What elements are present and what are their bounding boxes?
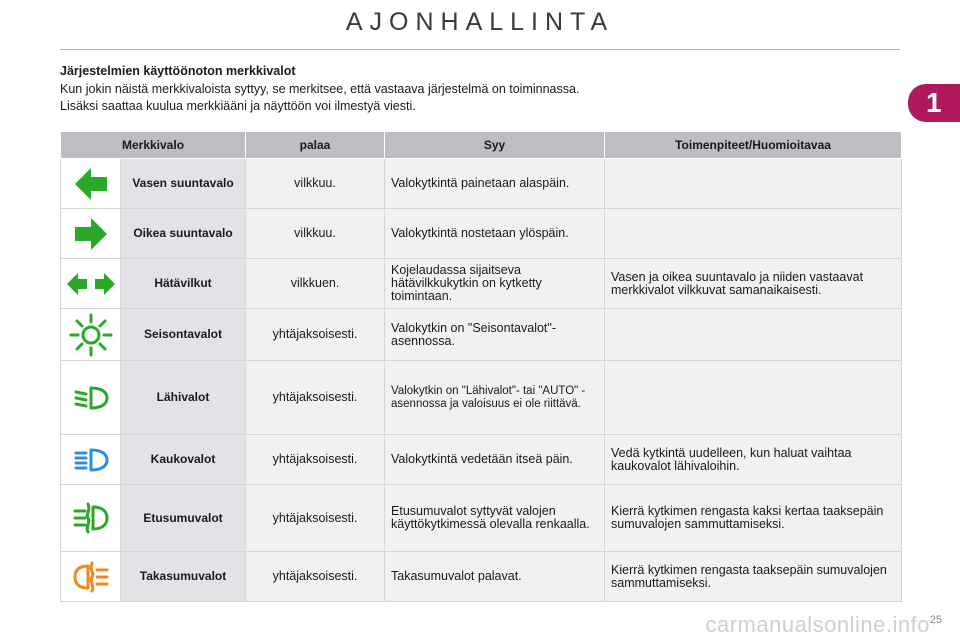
header-toimenpiteet: Toimenpiteet/Huomioitavaa bbox=[605, 132, 902, 159]
intro bbox=[60, 64, 820, 115]
sidelights-icon bbox=[69, 313, 113, 357]
lamp-name: Takasumuvalot bbox=[121, 552, 246, 602]
lamp-reason: Valokytkin on "Seisontavalot"-asennossa. bbox=[385, 309, 605, 361]
lamp-reason: Valokytkintä painetaan alaspäin. bbox=[385, 159, 605, 209]
table-header-row bbox=[61, 132, 902, 159]
lamp-icon-cell bbox=[61, 435, 121, 485]
hazard-arrows-icon bbox=[65, 269, 117, 299]
main-beam-icon bbox=[71, 445, 111, 475]
header-syy: Syy bbox=[385, 132, 605, 159]
rear-fog-icon bbox=[71, 560, 111, 594]
table-row bbox=[61, 159, 902, 209]
page-title: AJONHALLINTA bbox=[345, 8, 615, 36]
table-row bbox=[61, 552, 902, 602]
table-row bbox=[61, 435, 902, 485]
lamp-reason: Valokytkin on "Lähivalot"- tai "AUTO" -asennossa ja valoisuus ei ole riittävä. bbox=[385, 361, 605, 435]
header-palaa: palaa bbox=[246, 132, 385, 159]
lamp-mode: yhtäjaksoisesti. bbox=[246, 361, 385, 435]
lamp-action bbox=[605, 309, 902, 361]
lamp-name: Vasen suuntavalo bbox=[121, 159, 246, 209]
warning-lamps-table bbox=[60, 131, 902, 602]
chapter-badge: 1 bbox=[908, 84, 960, 122]
right-arrow-icon bbox=[71, 214, 111, 254]
header-merkkivalo: Merkkivalo bbox=[61, 132, 246, 159]
lamp-name: Lähivalot bbox=[121, 361, 246, 435]
lamp-icon-cell bbox=[61, 209, 121, 259]
table-row bbox=[61, 309, 902, 361]
lamp-name: Oikea suuntavalo bbox=[121, 209, 246, 259]
lamp-icon-cell bbox=[61, 361, 121, 435]
lamp-reason: Valokytkintä nostetaan ylöspäin. bbox=[385, 209, 605, 259]
lamp-mode: yhtäjaksoisesti. bbox=[246, 309, 385, 361]
lamp-icon-cell bbox=[61, 485, 121, 552]
lamp-action: Kierrä kytkimen rengasta kaksi kertaa taaksepäin sumuvalojen sammuttamiseksi. bbox=[605, 485, 902, 552]
intro-text-line-2: Lisäksi saattaa kuulua merkkiääni ja näyttöön voi ilmestyä viesti. bbox=[60, 99, 416, 113]
lamp-action: Kierrä kytkimen rengasta taaksepäin sumuvalojen sammuttamiseksi. bbox=[605, 552, 902, 602]
lamp-mode: yhtäjaksoisesti. bbox=[246, 485, 385, 552]
section-heading: Järjestelmien käyttöönoton merkkivalot bbox=[60, 64, 296, 78]
lamp-reason: Takasumuvalot palavat. bbox=[385, 552, 605, 602]
lamp-mode: vilkkuen. bbox=[246, 259, 385, 309]
intro-text-line-1: Kun jokin näistä merkkivaloista syttyy, se merkitsee, että vastaava järjestelmä on toiminnassa. bbox=[60, 82, 580, 96]
lamp-action: Vasen ja oikea suuntavalo ja niiden vastaavat merkkivalot vilkkuvat samanaikaisesti. bbox=[605, 259, 902, 309]
table-row bbox=[61, 209, 902, 259]
lamp-icon-cell bbox=[61, 259, 121, 309]
left-arrow-icon bbox=[71, 164, 111, 204]
lamp-name: Seisontavalot bbox=[121, 309, 246, 361]
table-row bbox=[61, 485, 902, 552]
dipped-beam-icon bbox=[71, 383, 111, 413]
title-divider bbox=[60, 49, 900, 50]
lamp-reason: Kojelaudassa sijaitseva hätävilkkukytkin on kytketty toimintaan. bbox=[385, 259, 605, 309]
lamp-reason: Valokytkintä vedetään itseä päin. bbox=[385, 435, 605, 485]
table-row bbox=[61, 259, 902, 309]
lamp-mode: yhtäjaksoisesti. bbox=[246, 435, 385, 485]
lamp-action bbox=[605, 209, 902, 259]
lamp-name: Etusumuvalot bbox=[121, 485, 246, 552]
lamp-mode: vilkkuu. bbox=[246, 209, 385, 259]
lamp-icon-cell bbox=[61, 552, 121, 602]
lamp-action bbox=[605, 159, 902, 209]
page-number: 25 bbox=[929, 614, 942, 626]
lamp-action bbox=[605, 361, 902, 435]
watermark: carmanualsonline.info bbox=[705, 612, 930, 637]
lamp-icon-cell bbox=[61, 309, 121, 361]
table-row bbox=[61, 361, 902, 435]
lamp-icon-cell bbox=[61, 159, 121, 209]
lamp-mode: vilkkuu. bbox=[246, 159, 385, 209]
lamp-name: Kaukovalot bbox=[121, 435, 246, 485]
lamp-mode: yhtäjaksoisesti. bbox=[246, 552, 385, 602]
lamp-action: Vedä kytkintä uudelleen, kun haluat vaihtaa kaukovalot lähivaloihin. bbox=[605, 435, 902, 485]
lamp-name: Hätävilkut bbox=[121, 259, 246, 309]
front-fog-icon bbox=[71, 501, 111, 535]
lamp-reason: Etusumuvalot syttyvät valojen käyttökytkimessä olevalla renkaalla. bbox=[385, 485, 605, 552]
